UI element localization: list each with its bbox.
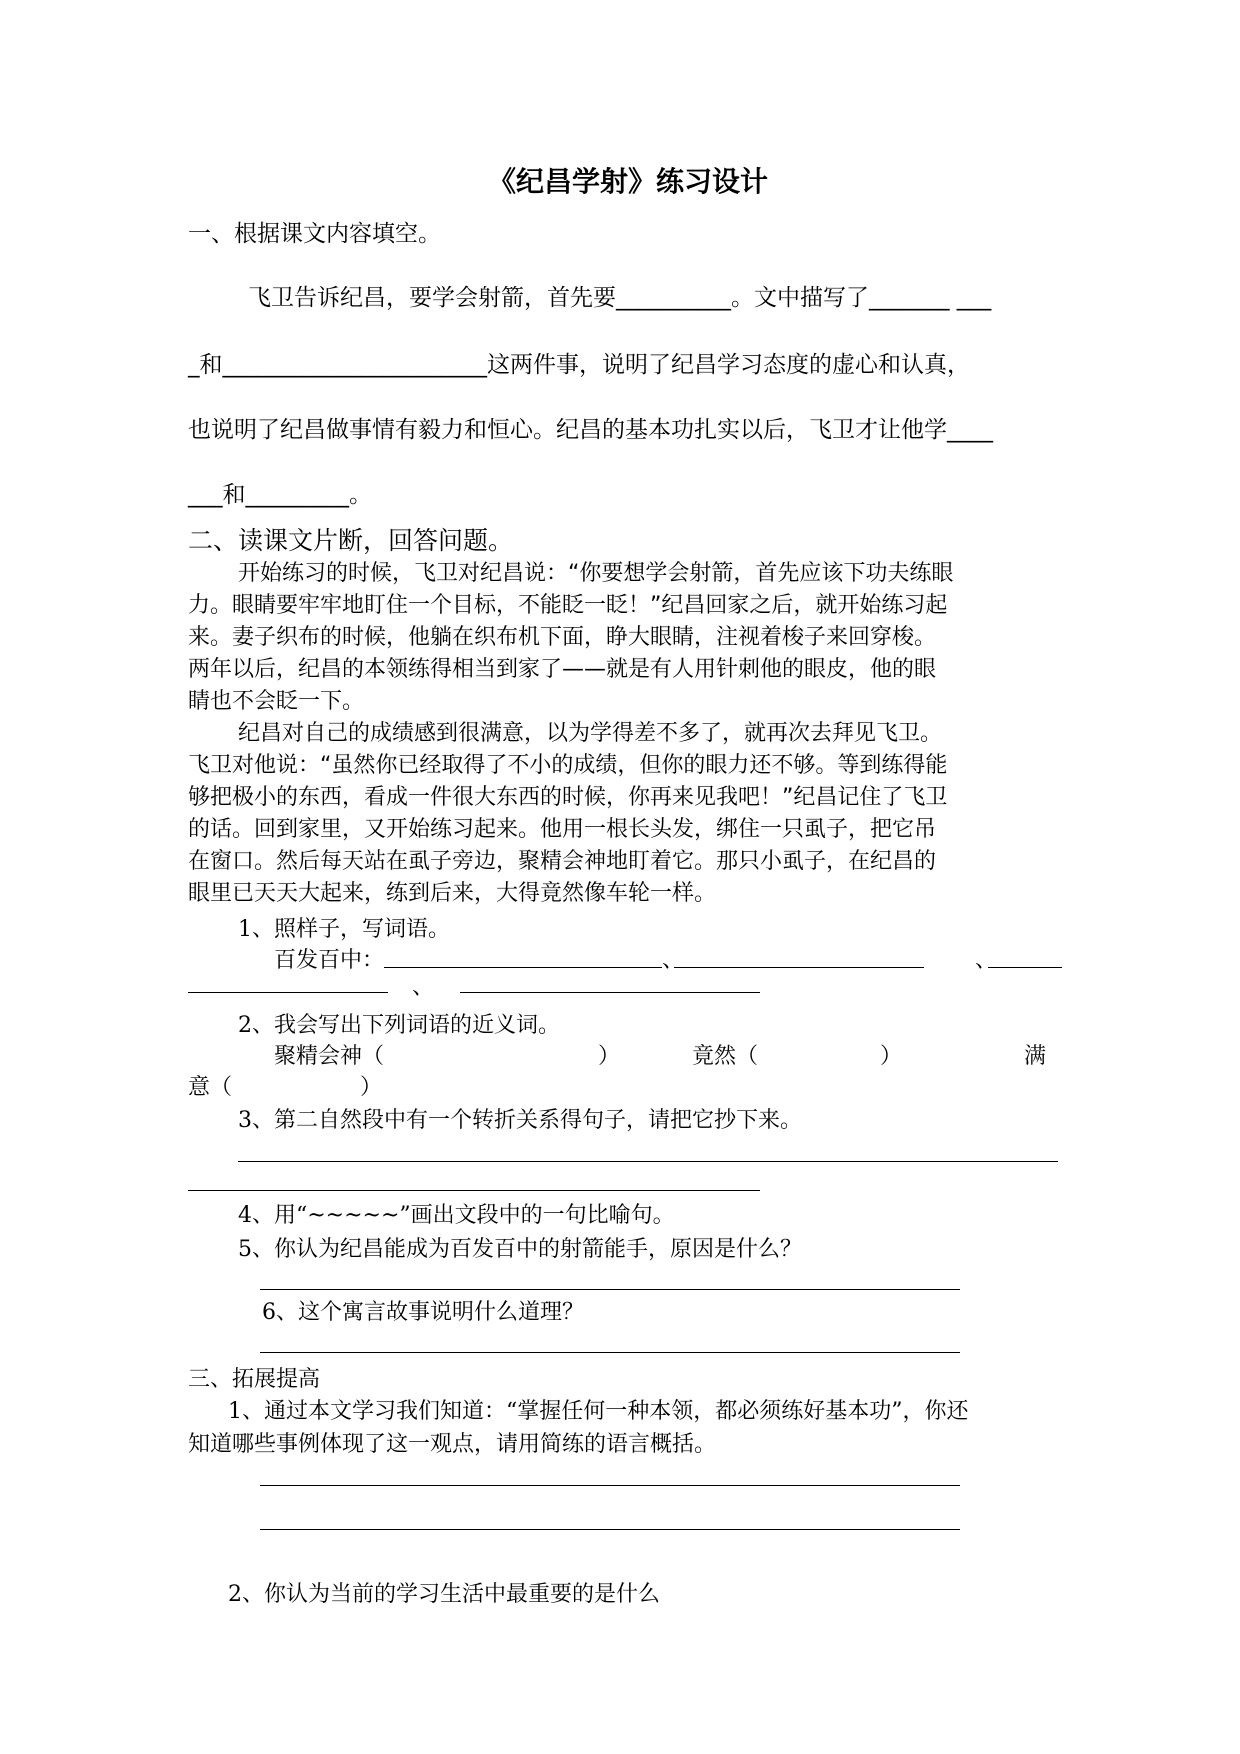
passage-line: 开始练习的时候，飞卫对纪昌说：“你要想学会射箭，首先应该下功夫练眼 — [238, 561, 954, 586]
question-5: 5、你认为纪昌能成为百发百中的射箭能手，原因是什么？ — [238, 1237, 802, 1262]
passage-line: 来。妻子织布的时候，他躺在织布机下面，睁大眼睛，注视着梭子来回穿梭。 — [188, 625, 937, 650]
q3-answer-line[interactable] — [188, 1190, 760, 1191]
passage-line: 够把极小的东西，看成一件很大东西的时候，你再来见我吧！”纪昌记住了飞卫 — [188, 785, 948, 810]
section3-question-1-line-2: 知道哪些事例体现了这一观点，请用简练的语言概括。 — [188, 1432, 717, 1457]
q1-answer-blank[interactable] — [460, 992, 760, 993]
passage-line: 的话。回到家里，又开始练习起来。他用一根长头发，绑住一只虱子，把它吊 — [188, 817, 937, 842]
section3-q1-answer-line[interactable] — [260, 1529, 960, 1530]
q2-word-focused: 聚精会神（ — [274, 1044, 385, 1069]
section1-fill-line-2: _和_______________________这两件事，说明了纪昌学习态度的虚心和认真， — [188, 352, 970, 378]
q1-separator: 、 — [975, 948, 998, 973]
passage-line: 两年以后，纪昌的本领练得相当到家了——就是有人用针刺他的眼皮，他的眼 — [188, 657, 937, 682]
q2-word-satisfied-part2: 意（ — [188, 1075, 233, 1100]
q6-answer-line[interactable] — [260, 1352, 960, 1353]
q1-answer-blank[interactable] — [188, 992, 388, 993]
section3-heading: 三、拓展提高 — [188, 1367, 321, 1392]
section2-heading: 二、读课文片断，回答问题。 — [188, 526, 514, 555]
q2-close-paren: ） — [880, 1044, 903, 1069]
section1-fill-line-1: 飞卫告诉纪昌，要学会射箭，首先要__________。文中描写了_______ ___ — [248, 285, 992, 311]
q1-separator: 、 — [662, 948, 685, 973]
passage-line: 眼里已天天大起来，练到后来，大得竟然像车轮一样。 — [188, 881, 717, 906]
passage-line: 睛也不会眨一下。 — [188, 689, 365, 714]
q3-answer-line[interactable] — [238, 1161, 1058, 1162]
section3-question-1-line-1: 1、通过本文学习我们知道：“掌握任何一种本领，都必须练好基本功”，你还 — [228, 1399, 969, 1424]
q1-answer-blank[interactable] — [988, 967, 1062, 968]
passage-line: 纪昌对自己的成绩感到很满意，以为学得差不多了，就再次去拜见飞卫。 — [238, 721, 943, 746]
question-6: 6、这个寓言故事说明什么道理？ — [262, 1300, 584, 1325]
question-4: 4、用“~~~~~”画出文段中的一句比喻句。 — [238, 1203, 675, 1228]
q1-answer-blank[interactable] — [384, 967, 662, 968]
page-title: 《纪昌学射》练习设计 — [488, 165, 769, 198]
q1-example-word: 百发百中： — [274, 948, 385, 973]
section1-fill-line-3: 也说明了纪昌做事情有毅力和恒心。纪昌的基本功扎实以后，飞卫才让他学____ — [188, 417, 993, 443]
q1-answer-blank[interactable] — [674, 967, 924, 968]
section3-question-2: 2、你认为当前的学习生活中最重要的是什么 — [228, 1582, 660, 1607]
q5-answer-line[interactable] — [260, 1289, 960, 1290]
q2-word-satisfied-part1: 满 — [1024, 1044, 1047, 1069]
q1-separator: 、 — [412, 975, 435, 1000]
question-3: 3、第二自然段中有一个转折关系得句子，请把它抄下来。 — [238, 1108, 802, 1133]
section1-heading: 一、根据课文内容填空。 — [188, 221, 441, 247]
section3-q1-answer-line[interactable] — [260, 1485, 960, 1486]
q2-close-paren: ） — [360, 1075, 383, 1100]
section1-fill-line-4: ___和_________。 — [188, 482, 372, 508]
q2-word-unexpected: 竟然（ — [692, 1044, 759, 1069]
passage-line: 在窗口。然后每天站在虱子旁边，聚精会神地盯着它。那只小虱子，在纪昌的 — [188, 849, 937, 874]
passage-line: 飞卫对他说：“虽然你已经取得了不小的成绩，但你的眼力还不够。等到练得能 — [188, 753, 948, 778]
question-2: 2、我会写出下列词语的近义词。 — [238, 1013, 560, 1038]
passage-line: 力。眼睛要牢牢地盯住一个目标，不能眨一眨！”纪昌回家之后，就开始练习起 — [188, 593, 948, 618]
question-1: 1、照样子，写词语。 — [238, 917, 450, 942]
q2-close-paren: ） — [598, 1044, 621, 1069]
